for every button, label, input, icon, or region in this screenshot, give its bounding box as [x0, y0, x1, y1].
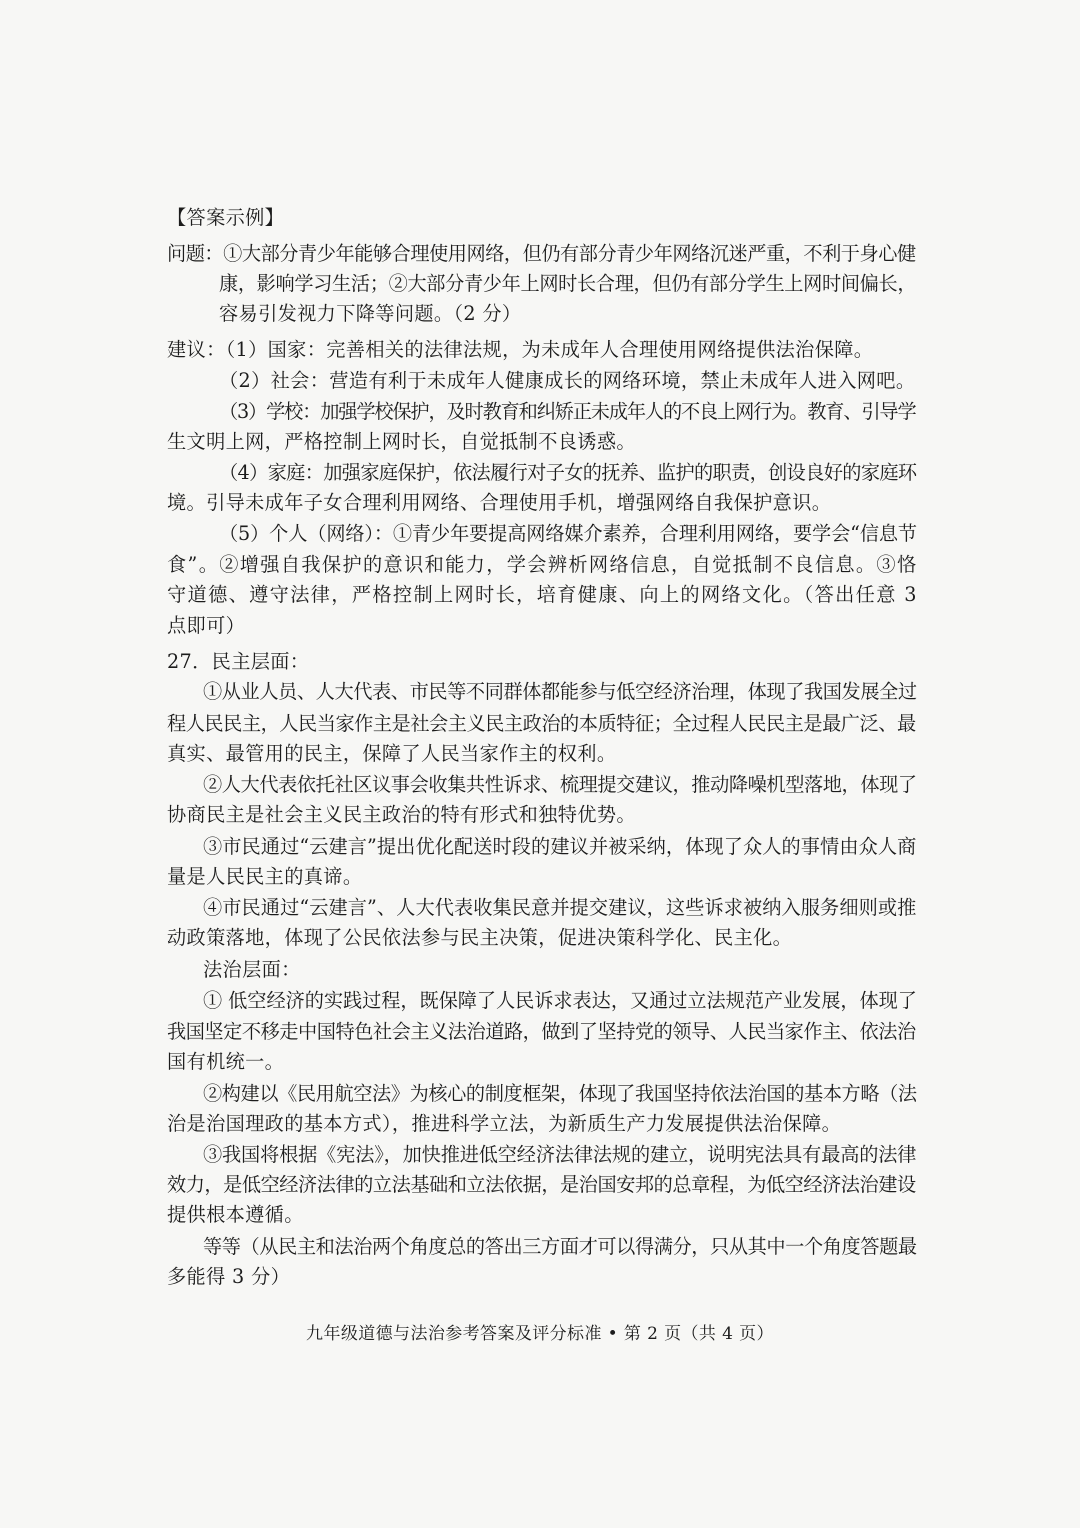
- suggestion-line: 守道德、遵守法律，严格控制上网时长，培育健康、向上的网络文化。（答出任意 3: [167, 583, 918, 606]
- rule-of-law-point-line: ③我国将根据《宪法》，加快推进低空经济法律法规的建立，说明宪法具有最高的法律: [203, 1143, 917, 1166]
- rule-of-law-point-line: 效力，是低空经济法律的立法基础和立法依据，是治国安邦的总章程，为低空经济法治建设: [167, 1173, 916, 1196]
- democracy-point-line: ①从业人员、人大代表、市民等不同群体都能参与低空经济治理，体现了我国发展全过: [203, 680, 917, 703]
- rule-of-law-point-line: 治是治国理政的基本方式），推进科学立法，为新质生产力发展提供法治保障。: [167, 1112, 842, 1135]
- problem-line: 康，影响学习生活；②大部分青少年上网时长合理，但仍有部分学生上网时间偏长，: [219, 272, 917, 295]
- rule-of-law-point-line: 提供根本遵循。: [167, 1203, 304, 1226]
- rule-of-law-point-line: 国有机统一。: [167, 1050, 285, 1073]
- suggestion-line: 建议：（1）国家：完善相关的法律法规，为未成年人合理使用网络提供法治保障。: [167, 338, 874, 361]
- problem-line: 容易引发视力下降等问题。（2 分）: [219, 302, 522, 325]
- problem-line: 问题：①大部分青少年能够合理使用网络，但仍有部分青少年网络沉迷严重，不利于身心健: [167, 242, 916, 265]
- rule-of-law-heading: 法治层面：: [203, 958, 301, 981]
- suggestion-line: （4）家庭：加强家庭保护，依法履行对子女的抚养、监护的职责，创设良好的家庭环: [219, 461, 917, 484]
- scoring-note-line: 多能得 3 分）: [167, 1265, 291, 1288]
- suggestion-line: 点即可）: [167, 614, 246, 637]
- suggestion-line: （2）社会：营造有利于未成年人健康成长的网络环境，禁止未成年人进入网吧。: [219, 369, 916, 392]
- rule-of-law-point-line: 我国坚定不移走中国特色社会主义法治道路，做到了坚持党的领导、人民当家作主、依法治: [167, 1020, 916, 1043]
- democracy-point-line: 量是人民民主的真谛。: [167, 865, 363, 888]
- rule-of-law-point-line: ① 低空经济的实践过程，既保障了人民诉求表达，又通过立法规范产业发展，体现了: [203, 989, 917, 1012]
- democracy-point-line: ④市民通过“云建言”、人大代表收集民意并提交建议，这些诉求被纳入服务细则或推: [203, 896, 917, 919]
- answer-example-heading: 【答案示例】: [167, 206, 285, 229]
- scoring-note-line: 等等（从民主和法治两个角度总的答出三方面才可以得满分，只从其中一个角度答题最: [203, 1235, 917, 1258]
- suggestion-line: 食”。②增强自我保护的意识和能力，学会辨析网络信息，自觉抵制不良信息。③恪: [167, 553, 918, 576]
- democracy-point-line: ②人大代表依托社区议事会收集共性诉求、梳理提交建议，推动降噪机型落地，体现了: [203, 773, 917, 796]
- suggestion-line: 境。引导未成年子女合理利用网络、合理使用手机，增强网络自我保护意识。: [167, 491, 832, 514]
- democracy-point-line: ③市民通过“云建言”提出优化配送时段的建议并被采纳，体现了众人的事情由众人商: [203, 835, 917, 858]
- democracy-point-line: 程人民民主，人民当家作主是社会主义民主政治的本质特征；全过程人民民主是最广泛、最: [167, 712, 916, 735]
- suggestion-line: 生文明上网，严格控制上网时长，自觉抵制不良诱惑。: [167, 430, 636, 453]
- page-footer: 九年级道德与法治参考答案及评分标准 • 第 2 页（共 4 页）: [306, 1324, 774, 1344]
- suggestion-line: （3）学校：加强学校保护，及时教育和纠矫正未成年人的不良上网行为。教育、引导学: [219, 400, 916, 423]
- q27-heading: 27．民主层面：: [167, 650, 310, 673]
- democracy-point-line: 真实、最管用的民主，保障了人民当家作主的权利。: [167, 742, 617, 765]
- democracy-point-line: 动政策落地，体现了公民依法参与民主决策，促进决策科学化、民主化。: [167, 926, 793, 949]
- rule-of-law-point-line: ②构建以《民用航空法》为核心的制度框架，体现了我国坚持依法治国的基本方略（法: [203, 1082, 917, 1105]
- suggestion-line: （5）个人（网络）：①青少年要提高网络媒介素养，合理利用网络，要学会“信息节: [219, 522, 917, 545]
- democracy-point-line: 协商民主是社会主义民主政治的特有形式和独特优势。: [167, 803, 636, 826]
